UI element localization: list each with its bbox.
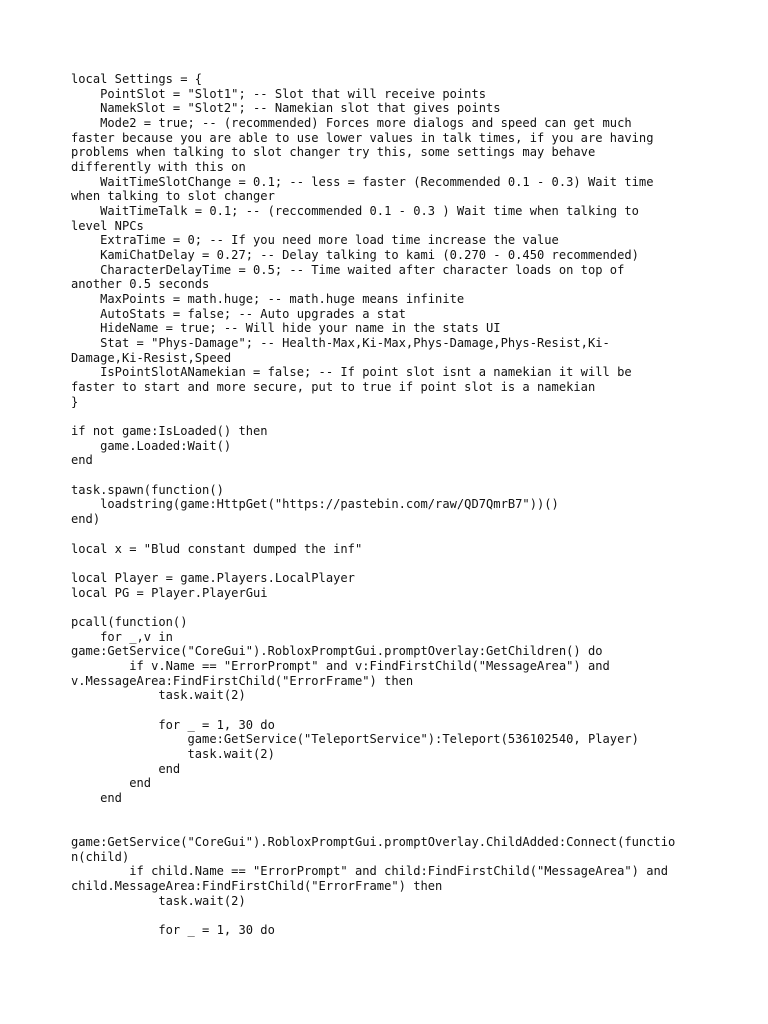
code-line: Mode2 = true; -- (recommended) Forces more dialogs and speed can get much [71,116,632,131]
code-line: game:GetService("CoreGui").RobloxPromptGui.promptOverlay:GetChildren() do [71,644,603,659]
code-block [71,72,701,938]
code-line: CharacterDelayTime = 0.5; -- Time waited after character loads on top of [71,262,625,277]
code-line: differently with this on [71,160,246,175]
code-line: ExtraTime = 0; -- If you need more load time increase the value [71,233,559,248]
code-line: if v.Name == "ErrorPrompt" and v:FindFirstChild("MessageArea") and [71,658,610,673]
code-line: game:GetService("TeleportService"):Teleport(536102540, Player) [71,732,639,747]
code-line: v.MessageArea:FindFirstChild("ErrorFrame") then [71,673,414,688]
code-line: game:GetService("CoreGui").RobloxPromptGui.promptOverlay.ChildAdded:Connect(functio [71,834,676,849]
code-line: if child.Name == "ErrorPrompt" and child:FindFirstChild("MessageArea") and [71,864,669,879]
code-line: WaitTimeSlotChange = 0.1; -- less = faster (Recommended 0.1 - 0.3) Wait time [71,174,654,189]
code-line: faster because you are able to use lower values in talk times, if you are having [71,130,654,145]
code-line: faster to start and more secure, put to true if point slot is a namekian [71,380,596,395]
code-line: AutoStats = false; -- Auto upgrades a stat [71,306,406,321]
code-line: if not game:IsLoaded() then [71,424,268,439]
code-line: IsPointSlotANamekian = false; -- If point slot isnt a namekian it will be [71,365,632,380]
code-line: task.spawn(function() [71,482,224,497]
code-line: local Settings = { [71,72,203,86]
code-line: pcall(function() [71,614,188,629]
code-line: Damage,Ki-Resist,Speed [71,350,232,365]
code-line: MaxPoints = math.huge; -- math.huge means infinite [71,292,465,307]
code-line: local Player = game.Players.LocalPlayer [71,570,355,585]
code-line: } [71,394,79,409]
code-line: NamekSlot = "Slot2"; -- Namekian slot that gives points [71,101,501,116]
code-line: child.MessageArea:FindFirstChild("ErrorFrame") then [71,878,443,893]
code-line: for _,v in [71,629,173,644]
code-line: n(child) [71,849,130,864]
code-line: end) [71,512,101,527]
code-line: game.Loaded:Wait() [71,438,232,453]
code-line: task.wait(2) [71,688,246,703]
code-line: end [71,761,181,776]
code-line: HideName = true; -- Will hide your name in the stats UI [71,321,501,336]
code-line: for _ = 1, 30 do [71,717,275,732]
code-line: KamiChatDelay = 0.27; -- Delay talking to kami (0.270 - 0.450 recommended) [71,248,639,263]
document-page [71,72,701,938]
code-line: when talking to slot changer [71,189,275,204]
code-line: loadstring(game:HttpGet("https://pastebin.com/raw/QD7QmrB7"))() [71,497,559,512]
code-line: local PG = Player.PlayerGui [71,585,268,600]
code-line: problems when talking to slot changer try this, some settings may behave [71,145,596,160]
code-line: WaitTimeTalk = 0.1; -- (reccommended 0.1 - 0.3 ) Wait time when talking to [71,204,639,219]
code-line: for _ = 1, 30 do [71,922,275,937]
code-line: end [71,776,152,791]
code-line: Stat = "Phys-Damage"; -- Health-Max,Ki-Max,Phys-Damage,Phys-Resist,Ki- [71,336,610,351]
code-line: level NPCs [71,218,144,233]
code-line: task.wait(2) [71,893,246,908]
code-line: PointSlot = "Slot1"; -- Slot that will receive points [71,86,487,101]
code-line: another 0.5 seconds [71,277,210,292]
code-line: task.wait(2) [71,746,275,761]
code-line: end [71,790,122,805]
code-line: local x = "Blud constant dumped the inf" [71,541,363,556]
code-line: end [71,453,93,468]
